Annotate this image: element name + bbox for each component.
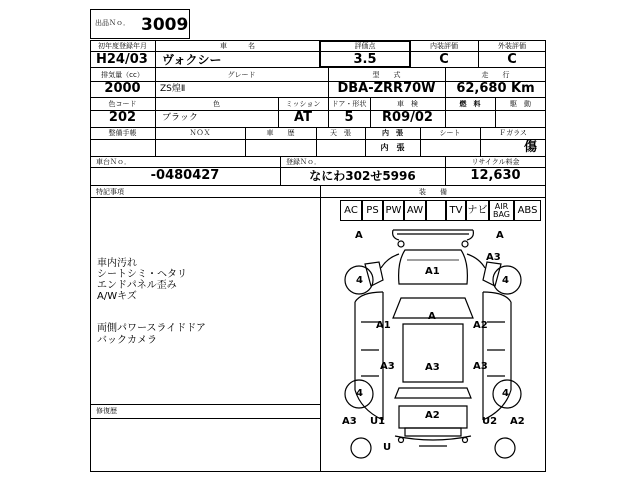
year-value: H24/03 [96, 52, 148, 67]
exterior-label: 外装評価 [498, 42, 526, 50]
score-label: 評価点 [354, 42, 376, 50]
damage-mark: U2 [482, 416, 498, 427]
color-code-value: 202 [108, 110, 137, 125]
interior-ceiling-value: 内 張 [380, 143, 405, 152]
damage-mark: A2 [510, 416, 525, 427]
lot-number-label: 出品Ｎｏ． [95, 19, 130, 27]
model-label: 型 式 [372, 71, 401, 79]
remark-line: シートシミ・ヘタリ [97, 269, 187, 280]
cc-value: 2000 [104, 81, 141, 96]
equip-tv: TV [446, 200, 466, 221]
remarks-label: 特記事項 [96, 188, 124, 196]
mileage-label: 走 行 [481, 71, 510, 79]
sunroof-label: 天 張 [330, 129, 351, 137]
equip-ps: PS [362, 200, 383, 221]
color-code-label: 色コード [108, 100, 137, 108]
damage-mark: A3 [425, 362, 440, 373]
recycle-value: 12,630 [470, 168, 521, 183]
mileage-value: 62,680 Km [456, 81, 535, 96]
damage-mark: A [355, 230, 363, 241]
maintenance-label: 整備手帳 [108, 129, 137, 137]
lot-number: 3009 [141, 15, 189, 35]
equip-aw: AW [404, 200, 426, 221]
car-diagram [321, 222, 545, 472]
grade-value: ZS煌Ⅱ [160, 84, 186, 94]
remark-line: バックカメラ [97, 335, 157, 346]
damage-mark: A3 [473, 361, 488, 372]
remark-line: A/Wキズ [97, 291, 137, 302]
history-label: 車 歴 [266, 129, 295, 137]
mission-value: AT [294, 110, 312, 125]
damage-mark: A3 [342, 416, 357, 427]
damage-mark: 4 [502, 275, 509, 286]
inspection-label: 車 検 [397, 100, 418, 108]
equip-pw: PW [383, 200, 404, 221]
glass-value: 傷 [524, 140, 538, 155]
equipment-label: 装 備 [419, 188, 447, 196]
door-label: ドア・形状 [331, 100, 367, 108]
name-value: ヴォクシー [162, 53, 222, 67]
score-value: 3.5 [353, 52, 377, 67]
remark-line: 両側パワースライドドア [97, 323, 206, 334]
equip-airbag: AIR BAG [489, 200, 514, 221]
repair-label: 修復歴 [96, 407, 117, 415]
year-label: 初年度登録年月 [98, 42, 147, 50]
seat-label: シート [439, 129, 461, 137]
model-value: DBA-ZRR70W [337, 81, 436, 96]
name-label: 車 名 [220, 42, 255, 50]
damage-mark: A2 [425, 410, 440, 421]
remark-line: エンドパネル歪み [97, 280, 177, 291]
fuel-label: 燃 料 [459, 100, 481, 108]
interior-label: 内装評価 [430, 42, 458, 50]
inspection-value: R09/02 [382, 110, 433, 125]
damage-mark: 4 [356, 275, 363, 286]
glass-label: Ｆガラス [499, 129, 527, 137]
damage-mark: 4 [356, 388, 363, 399]
chassis-label: 車台Ｎｏ． [96, 158, 131, 166]
grade-label: グレード [227, 71, 256, 79]
remark-line: 車内汚れ [97, 258, 137, 269]
reg-label: 登録Ｎｏ． [286, 158, 321, 166]
color-label: 色 [213, 100, 220, 108]
recycle-label: リサイクル料金 [471, 158, 520, 166]
drive-label: 駆 動 [510, 100, 531, 108]
equip-blank [426, 200, 446, 221]
damage-mark: A1 [376, 320, 391, 331]
interior-ceiling-label: 内 張 [382, 129, 403, 137]
damage-mark: A3 [380, 361, 395, 372]
chassis-value: -0480427 [150, 168, 220, 183]
damage-mark: 4 [502, 388, 509, 399]
mission-label: ミッション [285, 100, 321, 108]
equip-navi: ナビ [466, 200, 489, 221]
cc-label: 排気量（cc） [101, 71, 144, 79]
nox-label: ＮＯＸ [189, 129, 211, 137]
equip-abs: ABS [514, 200, 541, 221]
damage-mark: A1 [425, 266, 440, 277]
lot-number-box [90, 9, 190, 39]
reg-value: なにわ302せ5996 [309, 169, 416, 183]
damage-mark: A3 [486, 252, 501, 263]
exterior-value: C [507, 52, 517, 67]
damage-mark: A [496, 230, 504, 241]
door-value: 5 [344, 110, 354, 125]
damage-mark: A [428, 311, 436, 322]
damage-mark: U1 [370, 416, 386, 427]
color-value: ブラック [162, 113, 198, 123]
equip-ac: AC [340, 200, 362, 221]
interior-value: C [439, 52, 449, 67]
damage-mark: U [383, 442, 392, 453]
damage-mark: A2 [473, 320, 488, 331]
